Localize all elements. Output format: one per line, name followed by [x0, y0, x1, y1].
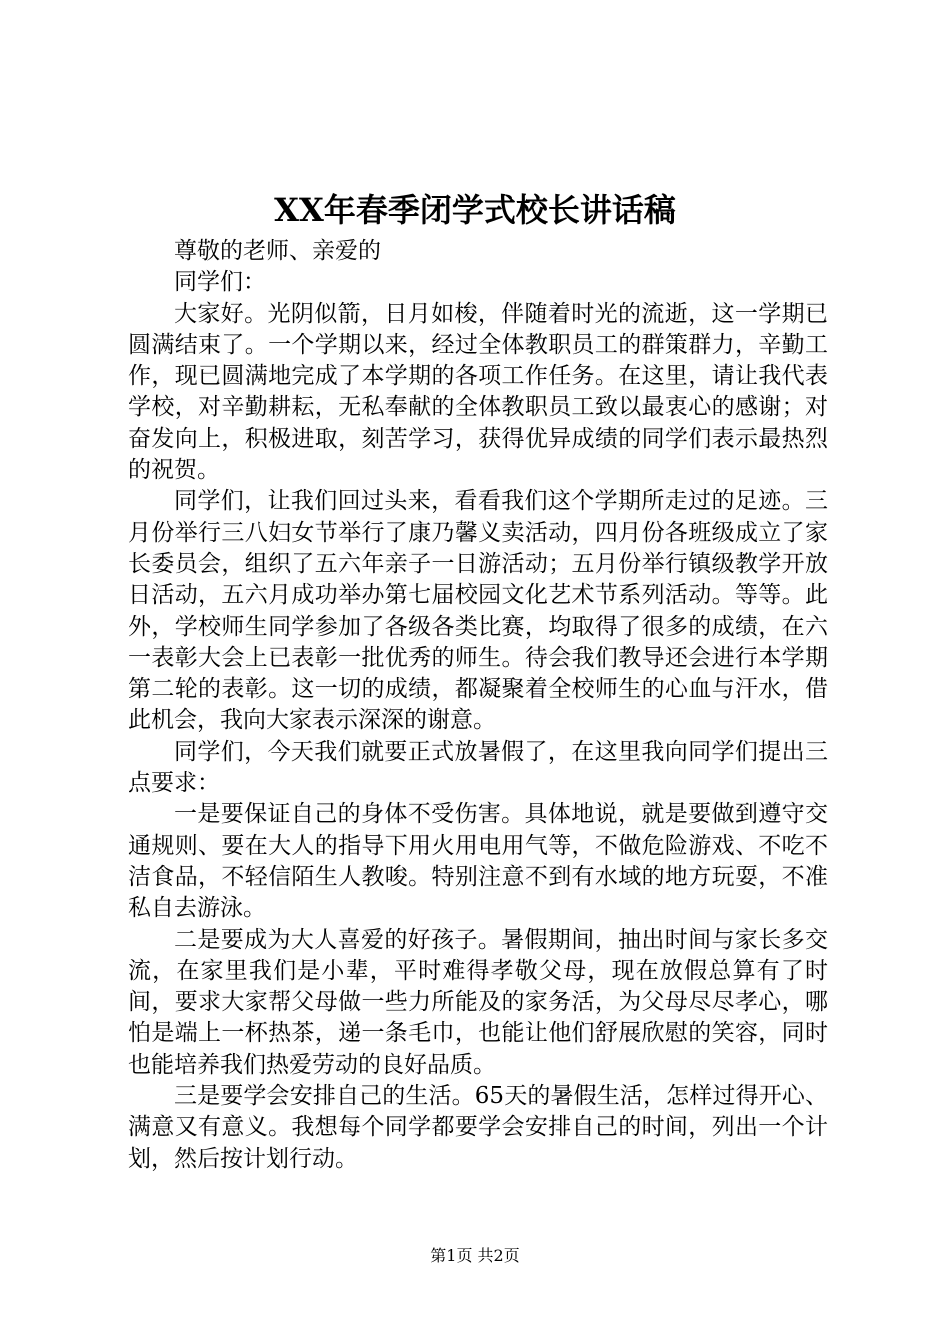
document-title: XX年春季闭学式校长讲话稿	[274, 191, 676, 229]
document-body	[128, 236, 828, 1175]
salutation-line-2: 同学们：	[174, 269, 266, 296]
paragraph-requirement-good-child: 二是要成为大人喜爱的好孩子。暑假期间，抽出时间与家长多交流，在家里我们是小辈，平时难得孝敬父母，现在放假总算有了时间，要求大家帮父母做一些力所能及的家务活，为父母尽尽孝心，哪怕是端上一杯热茶，递一条毛巾，也能让他们舒展欣慰的笑容，同时也能培养我们热爱劳动的良好品质。	[128, 926, 828, 1078]
paragraph-requirements-intro: 同学们，今天我们就要正式放暑假了，在这里我向同学们提出三点要求：	[128, 738, 828, 797]
page-number-footer: 第1页 共2页	[430, 1246, 520, 1265]
paragraph-greeting: 大家好。光阴似箭，日月如梭，伴随着时光的流逝，这一学期已圆满结束了。一个学期以来，经过全体教职员工的群策群力，辛勤工作，现已圆满地完成了本学期的各项工作任务。在这里，请让我代表学校，对辛勤耕耘，无私奉献的全体教职员工致以最衷心的感谢；对奋发向上，积极进取，刻苦学习，获得优异成绩的同学们表示最热烈的祝贺。	[128, 300, 828, 484]
paragraph-requirement-plan-life: 三是要学会安排自己的生活。65天的暑假生活，怎样过得开心、满意又有意义。我想每个同学都要学会安排自己的时间，列出一个计划，然后按计划行动。	[128, 1083, 828, 1172]
paragraph-review: 同学们，让我们回过头来，看看我们这个学期所走过的足迹。三月份举行三八妇女节举行了康乃馨义卖活动，四月份各班级成立了家长委员会，组织了五六年亲子一日游活动；五月份举行镇级教学开放日活动，五六月成功举办第七届校园文化艺术节系列活动。等等。此外，学校师生同学参加了各级各类比赛，均取得了很多的成绩，在六一表彰大会上已表彰一批优秀的师生。待会我们教导还会进行本学期第二轮的表彰。这一切的成绩，都凝聚着全校师生的心血与汗水，借此机会，我向大家表示深深的谢意。	[128, 488, 828, 734]
paragraph-requirement-safety: 一是要保证自己的身体不受伤害。具体地说，就是要做到遵守交通规则、要在大人的指导下用火用电用气等，不做危险游戏、不吃不洁食品，不轻信陌生人教唆。特别注意不到有水域的地方玩耍，不准私自去游泳。	[128, 801, 828, 922]
salutation-line-1: 尊敬的老师、亲爱的	[174, 238, 381, 264]
